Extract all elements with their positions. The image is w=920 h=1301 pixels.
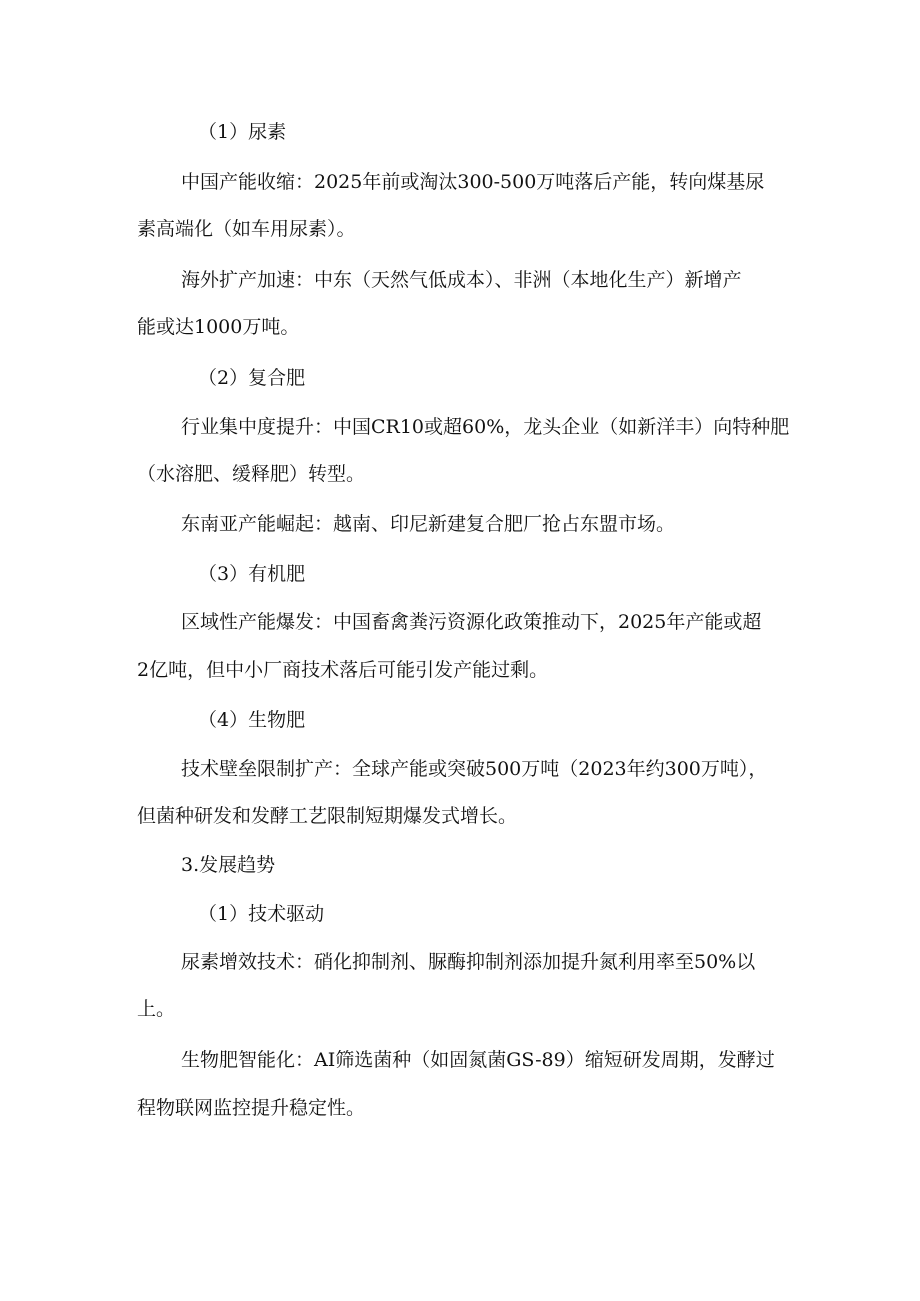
- paragraph-line: 海外扩产加速：中东（天然气低成本）、非洲（本地化生产）新增产: [181, 269, 742, 291]
- paragraph-line: 区域性产能爆发：中国畜禽粪污资源化政策推动下，2025年产能或超: [181, 611, 762, 633]
- paragraph-line: 生物肥智能化：AI筛选菌种（如固氮菌GS-89）缩短研发周期，发酵过: [181, 1049, 775, 1071]
- paragraph-line: 上。: [137, 998, 176, 1020]
- paragraph-line: 中国产能收缩：2025年前或淘汰300-500万吨落后产能，转向煤基尿: [181, 171, 765, 193]
- paragraph-line: 东南亚产能崛起：越南、印尼新建复合肥厂抢占东盟市场。: [181, 513, 676, 535]
- paragraph-line: 程物联网监控提升稳定性。: [137, 1097, 366, 1119]
- paragraph-line: 2亿吨，但中小厂商技术落后可能引发产能过剩。: [137, 659, 549, 681]
- section-heading-bio-fertilizer: （4）生物肥: [198, 709, 306, 731]
- paragraph-line: 但菌种研发和发酵工艺限制短期爆发式增长。: [137, 805, 518, 827]
- paragraph-line: （水溶肥、缓释肥）转型。: [137, 463, 366, 485]
- paragraph-line: 技术壁垒限制扩产：全球产能或突破500万吨（2023年约300万吨），: [181, 758, 768, 780]
- section-heading-compound-fertilizer: （2）复合肥: [198, 367, 306, 389]
- section-heading-tech-driven: （1）技术驱动: [198, 903, 325, 925]
- paragraph-line: 行业集中度提升：中国CR10或超60%，龙头企业（如新洋丰）向特种肥: [181, 416, 790, 438]
- section-heading-organic-fertilizer: （3）有机肥: [198, 563, 306, 585]
- paragraph-line: 素高端化（如车用尿素）。: [137, 218, 356, 240]
- section-heading-development-trends: 3.发展趋势: [181, 854, 276, 876]
- section-heading-urea: （1）尿素: [198, 121, 287, 143]
- paragraph-line: 尿素增效技术：硝化抑制剂、脲酶抑制剂添加提升氮利用率至50%以: [181, 951, 756, 973]
- paragraph-line: 能或达1000万吨。: [137, 316, 300, 338]
